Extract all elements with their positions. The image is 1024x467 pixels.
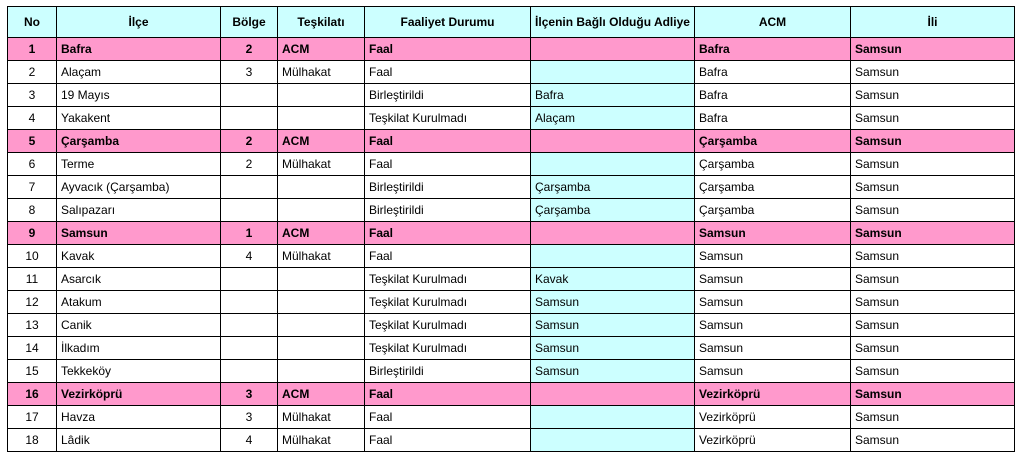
cell-ili: Samsun bbox=[851, 130, 1015, 153]
cell-ili: Samsun bbox=[851, 38, 1015, 61]
cell-bagli-adliye bbox=[531, 245, 695, 268]
table-row bbox=[8, 314, 1015, 337]
cell-faaliyet-durumu: Teşkilat Kurulmadı bbox=[365, 291, 531, 314]
cell-teskilati: Mülhakat bbox=[278, 153, 365, 176]
cell-acm: Çarşamba bbox=[695, 153, 851, 176]
cell-ili: Samsun bbox=[851, 291, 1015, 314]
cell-acm: Bafra bbox=[695, 38, 851, 61]
cell-no: 18 bbox=[8, 429, 57, 452]
cell-ili: Samsun bbox=[851, 268, 1015, 291]
table-row bbox=[8, 222, 1015, 245]
header-bolge: Bölge bbox=[221, 7, 278, 38]
cell-acm: Bafra bbox=[695, 107, 851, 130]
cell-bolge: 4 bbox=[221, 245, 278, 268]
cell-no: 16 bbox=[8, 383, 57, 406]
cell-teskilati: ACM bbox=[278, 383, 365, 406]
cell-bagli-adliye: Alaçam bbox=[531, 107, 695, 130]
cell-teskilati: ACM bbox=[278, 130, 365, 153]
cell-bolge bbox=[221, 291, 278, 314]
table-row bbox=[8, 153, 1015, 176]
table-row bbox=[8, 61, 1015, 84]
table-body bbox=[8, 38, 1015, 452]
cell-faaliyet-durumu: Teşkilat Kurulmadı bbox=[365, 314, 531, 337]
cell-no: 1 bbox=[8, 38, 57, 61]
cell-bolge: 3 bbox=[221, 406, 278, 429]
cell-ili: Samsun bbox=[851, 406, 1015, 429]
table-row bbox=[8, 107, 1015, 130]
cell-ili: Samsun bbox=[851, 360, 1015, 383]
cell-teskilati bbox=[278, 199, 365, 222]
cell-teskilati bbox=[278, 176, 365, 199]
cell-bolge bbox=[221, 314, 278, 337]
cell-bolge bbox=[221, 199, 278, 222]
table-row bbox=[8, 176, 1015, 199]
cell-bolge: 4 bbox=[221, 429, 278, 452]
cell-acm: Vezirköprü bbox=[695, 429, 851, 452]
cell-bolge: 3 bbox=[221, 61, 278, 84]
cell-no: 17 bbox=[8, 406, 57, 429]
cell-acm: Çarşamba bbox=[695, 199, 851, 222]
cell-faaliyet-durumu: Faal bbox=[365, 245, 531, 268]
cell-acm: Samsun bbox=[695, 291, 851, 314]
cell-ilce: Yakakent bbox=[57, 107, 221, 130]
cell-no: 8 bbox=[8, 199, 57, 222]
cell-teskilati: Mülhakat bbox=[278, 61, 365, 84]
cell-faaliyet-durumu: Teşkilat Kurulmadı bbox=[365, 337, 531, 360]
cell-bagli-adliye bbox=[531, 406, 695, 429]
cell-bolge: 1 bbox=[221, 222, 278, 245]
cell-ilce: Kavak bbox=[57, 245, 221, 268]
cell-ili: Samsun bbox=[851, 337, 1015, 360]
cell-bolge bbox=[221, 84, 278, 107]
cell-ilce: Tekkeköy bbox=[57, 360, 221, 383]
cell-ilce: Bafra bbox=[57, 38, 221, 61]
header-ili: İli bbox=[851, 7, 1015, 38]
cell-acm: Samsun bbox=[695, 314, 851, 337]
cell-ili: Samsun bbox=[851, 176, 1015, 199]
cell-faaliyet-durumu: Birleştirildi bbox=[365, 176, 531, 199]
cell-bagli-adliye: Çarşamba bbox=[531, 199, 695, 222]
cell-ilce: Ayvacık (Çarşamba) bbox=[57, 176, 221, 199]
cell-teskilati bbox=[278, 107, 365, 130]
cell-bagli-adliye: Samsun bbox=[531, 337, 695, 360]
cell-ili: Samsun bbox=[851, 245, 1015, 268]
table-row bbox=[8, 360, 1015, 383]
header-acm: ACM bbox=[695, 7, 851, 38]
cell-ili: Samsun bbox=[851, 429, 1015, 452]
cell-bagli-adliye bbox=[531, 130, 695, 153]
cell-ilce: Çarşamba bbox=[57, 130, 221, 153]
cell-faaliyet-durumu: Teşkilat Kurulmadı bbox=[365, 268, 531, 291]
courts-table bbox=[7, 6, 1015, 452]
table-row bbox=[8, 429, 1015, 452]
cell-faaliyet-durumu: Faal bbox=[365, 406, 531, 429]
cell-ilce: Alaçam bbox=[57, 61, 221, 84]
cell-teskilati: Mülhakat bbox=[278, 245, 365, 268]
cell-teskilati bbox=[278, 360, 365, 383]
cell-bagli-adliye: Samsun bbox=[531, 360, 695, 383]
cell-no: 10 bbox=[8, 245, 57, 268]
cell-ilce: Atakum bbox=[57, 291, 221, 314]
cell-ili: Samsun bbox=[851, 222, 1015, 245]
cell-bolge bbox=[221, 107, 278, 130]
cell-no: 13 bbox=[8, 314, 57, 337]
cell-faaliyet-durumu: Faal bbox=[365, 429, 531, 452]
cell-no: 4 bbox=[8, 107, 57, 130]
cell-faaliyet-durumu: Faal bbox=[365, 153, 531, 176]
cell-faaliyet-durumu: Faal bbox=[365, 130, 531, 153]
table-row bbox=[8, 268, 1015, 291]
cell-ili: Samsun bbox=[851, 199, 1015, 222]
cell-bolge: 2 bbox=[221, 153, 278, 176]
cell-acm: Çarşamba bbox=[695, 130, 851, 153]
cell-teskilati bbox=[278, 314, 365, 337]
cell-ilce: Vezirköprü bbox=[57, 383, 221, 406]
cell-bolge bbox=[221, 337, 278, 360]
cell-ilce: Havza bbox=[57, 406, 221, 429]
header-bagli-adliye: İlçenin Bağlı Olduğu Adliye bbox=[531, 7, 695, 38]
cell-acm: Çarşamba bbox=[695, 176, 851, 199]
cell-bagli-adliye bbox=[531, 153, 695, 176]
cell-bagli-adliye bbox=[531, 429, 695, 452]
cell-acm: Samsun bbox=[695, 337, 851, 360]
header-row bbox=[8, 7, 1015, 38]
cell-no: 9 bbox=[8, 222, 57, 245]
cell-acm: Samsun bbox=[695, 360, 851, 383]
cell-ili: Samsun bbox=[851, 383, 1015, 406]
cell-bagli-adliye: Çarşamba bbox=[531, 176, 695, 199]
header-faaliyet-durumu: Faaliyet Durumu bbox=[365, 7, 531, 38]
cell-ilce: 19 Mayıs bbox=[57, 84, 221, 107]
cell-teskilati: ACM bbox=[278, 222, 365, 245]
table-row bbox=[8, 130, 1015, 153]
cell-teskilati bbox=[278, 291, 365, 314]
cell-no: 14 bbox=[8, 337, 57, 360]
cell-bagli-adliye: Bafra bbox=[531, 84, 695, 107]
cell-bagli-adliye bbox=[531, 222, 695, 245]
cell-teskilati bbox=[278, 268, 365, 291]
cell-ili: Samsun bbox=[851, 314, 1015, 337]
cell-bagli-adliye bbox=[531, 383, 695, 406]
cell-no: 15 bbox=[8, 360, 57, 383]
table-row bbox=[8, 406, 1015, 429]
cell-bagli-adliye bbox=[531, 61, 695, 84]
cell-acm: Vezirköprü bbox=[695, 406, 851, 429]
table-row bbox=[8, 245, 1015, 268]
cell-ilce: Terme bbox=[57, 153, 221, 176]
cell-ilce: Lâdik bbox=[57, 429, 221, 452]
table-row bbox=[8, 84, 1015, 107]
cell-teskilati: ACM bbox=[278, 38, 365, 61]
header-no: No bbox=[8, 7, 57, 38]
cell-teskilati: Mülhakat bbox=[278, 406, 365, 429]
cell-no: 5 bbox=[8, 130, 57, 153]
cell-bolge: 2 bbox=[221, 38, 278, 61]
cell-acm: Samsun bbox=[695, 268, 851, 291]
table-row bbox=[8, 291, 1015, 314]
cell-faaliyet-durumu: Faal bbox=[365, 383, 531, 406]
cell-faaliyet-durumu: Teşkilat Kurulmadı bbox=[365, 107, 531, 130]
cell-ilce: İlkadım bbox=[57, 337, 221, 360]
cell-acm: Vezirköprü bbox=[695, 383, 851, 406]
cell-ili: Samsun bbox=[851, 153, 1015, 176]
cell-no: 6 bbox=[8, 153, 57, 176]
cell-no: 3 bbox=[8, 84, 57, 107]
cell-teskilati bbox=[278, 84, 365, 107]
header-ilce: İlçe bbox=[57, 7, 221, 38]
cell-faaliyet-durumu: Faal bbox=[365, 222, 531, 245]
cell-bolge: 2 bbox=[221, 130, 278, 153]
cell-ilce: Canik bbox=[57, 314, 221, 337]
cell-acm: Samsun bbox=[695, 245, 851, 268]
cell-bolge bbox=[221, 360, 278, 383]
cell-ili: Samsun bbox=[851, 107, 1015, 130]
table-row bbox=[8, 383, 1015, 406]
cell-faaliyet-durumu: Birleştirildi bbox=[365, 84, 531, 107]
cell-faaliyet-durumu: Birleştirildi bbox=[365, 199, 531, 222]
cell-bagli-adliye: Kavak bbox=[531, 268, 695, 291]
cell-faaliyet-durumu: Birleştirildi bbox=[365, 360, 531, 383]
cell-bolge: 3 bbox=[221, 383, 278, 406]
cell-bagli-adliye: Samsun bbox=[531, 291, 695, 314]
cell-ilce: Salıpazarı bbox=[57, 199, 221, 222]
cell-no: 7 bbox=[8, 176, 57, 199]
cell-no: 11 bbox=[8, 268, 57, 291]
cell-teskilati bbox=[278, 337, 365, 360]
cell-no: 12 bbox=[8, 291, 57, 314]
header-teskilati: Teşkilatı bbox=[278, 7, 365, 38]
cell-acm: Bafra bbox=[695, 61, 851, 84]
cell-ilce: Asarcık bbox=[57, 268, 221, 291]
cell-bolge bbox=[221, 176, 278, 199]
cell-teskilati: Mülhakat bbox=[278, 429, 365, 452]
table-row bbox=[8, 38, 1015, 61]
cell-ili: Samsun bbox=[851, 84, 1015, 107]
cell-acm: Samsun bbox=[695, 222, 851, 245]
cell-no: 2 bbox=[8, 61, 57, 84]
table-row bbox=[8, 199, 1015, 222]
cell-acm: Bafra bbox=[695, 84, 851, 107]
cell-ilce: Samsun bbox=[57, 222, 221, 245]
cell-faaliyet-durumu: Faal bbox=[365, 38, 531, 61]
cell-ili: Samsun bbox=[851, 61, 1015, 84]
cell-bolge bbox=[221, 268, 278, 291]
cell-bagli-adliye bbox=[531, 38, 695, 61]
cell-bagli-adliye: Samsun bbox=[531, 314, 695, 337]
table-row bbox=[8, 337, 1015, 360]
cell-faaliyet-durumu: Faal bbox=[365, 61, 531, 84]
